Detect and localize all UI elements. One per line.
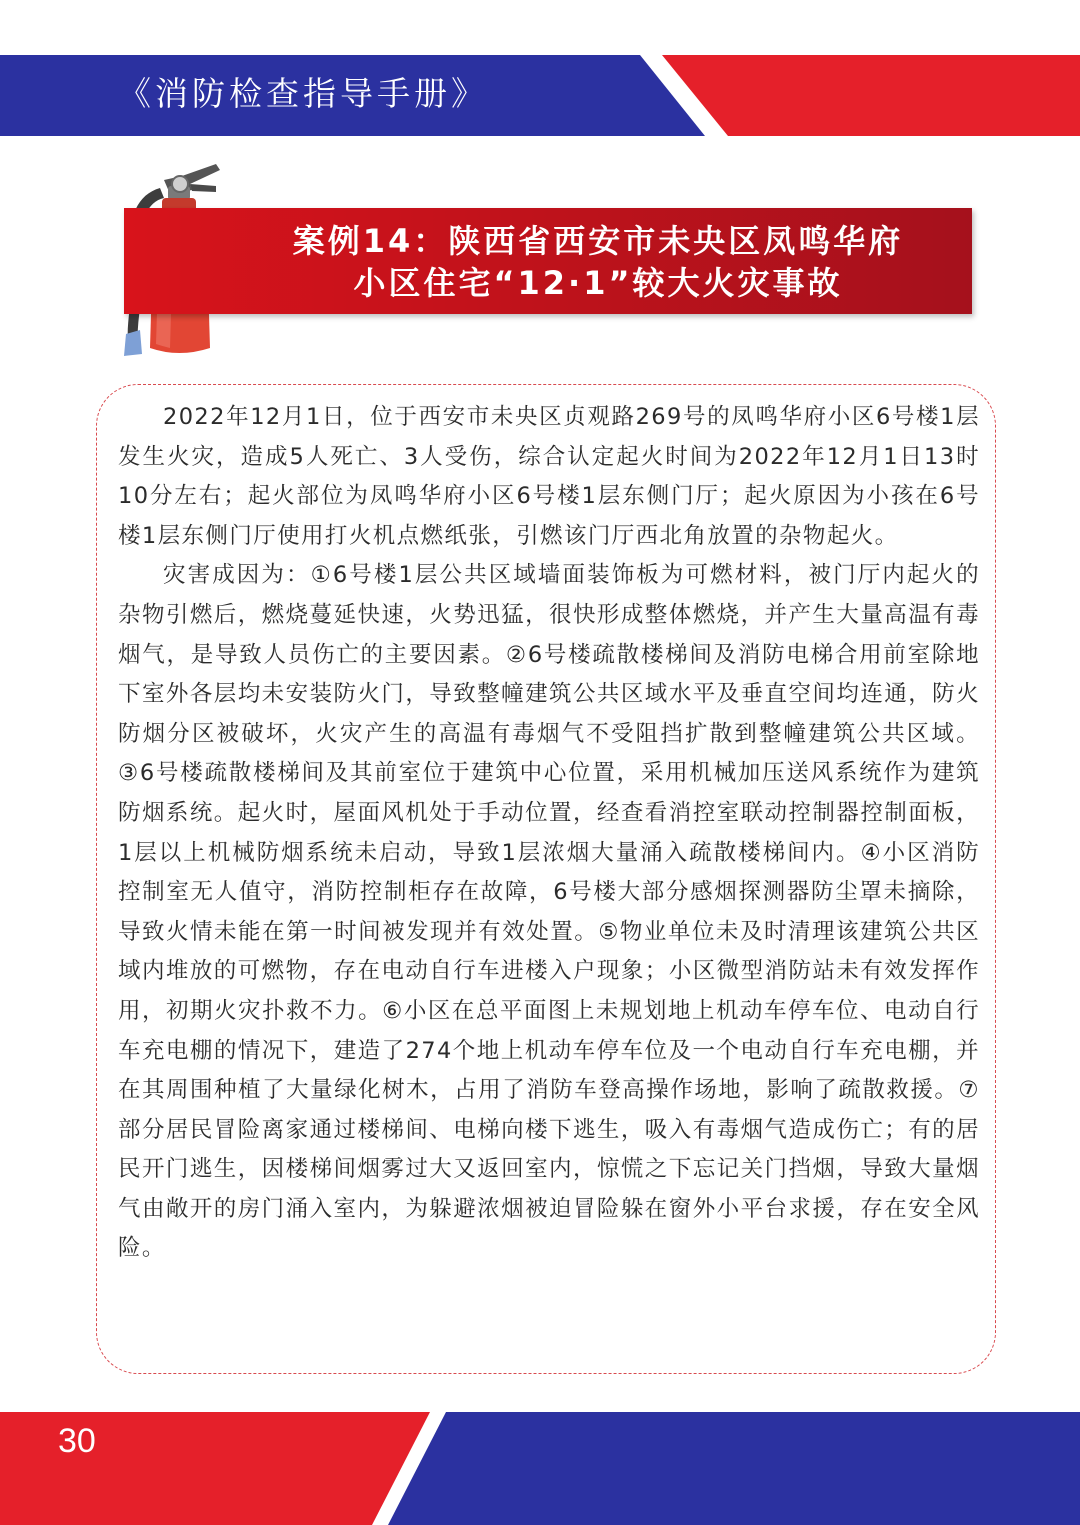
page-number: 30 [58,1422,96,1460]
paragraph-incident-summary: 2022年12月1日，位于西安市未央区贞观路269号的凤鸣华府小区6号楼1层发生火灾，造成5人死亡、3人受伤，综合认定起火时间为2022年12月1日13时10分左右；起火部位为凤鸣华府小区6号楼1层东侧门厅；起火原因为小孩在6号楼1层东侧门厅使用打火机点燃纸张，引燃该门厅西北角放置的杂物起火。 [118,404,980,549]
footer-blue-band [388,1412,1080,1525]
case-title-banner [124,208,972,314]
case-body [118,398,980,1269]
footer-band [0,1412,1080,1525]
header-red-band [662,55,1080,136]
book-title: 《消防检查指导手册》 [118,74,488,113]
case-title-line-2: 小区住宅“12·1”较大火灾事故 [353,264,843,302]
paragraph-disaster-causes: 灾害成因为：①6号楼1层公共区域墙面装饰板为可燃材料，被门厅内起火的杂物引燃后，燃烧蔓延快速，火势迅猛，很快形成整体燃烧，并产生大量高温有毒烟气，是导致人员伤亡的主要因素。②6号楼疏散楼梯间及消防电梯合用前室除地下室外各层均未安装防火门，导致整幢建筑公共区域水平及垂直空间均连通，防火防烟分区被破坏，火灾产生的高温有毒烟气不受阻挡扩散到整幢建筑公共区域。③6号楼疏散楼梯间及其前室位于建筑中心位置，采用机械加压送风系统作为建筑防烟系统。起火时，屋面风机处于手动位置，经查看消控室联动控制器控制面板，1层以上机械防烟系统未启动，导致1层浓烟大量涌入疏散楼梯间内。④小区消防控制室无人值守，消防控制柜存在故障，6号楼大部分感烟探测器防尘罩未摘除，导致火情未能在第一时间被发现并有效处置。⑤物业单位未及时清理该建筑公共区域内堆放的可燃物，存在电动自行车进楼入户现象；小区微型消防站未有效发挥作用，初期火灾扑救不力。⑥小区在总平面图上未规划地上机动车停车位、电动自行车充电棚的情况下，建造了274个地上机动车停车位及一个电动自行车充电棚，并在其周围种植了大量绿化树木，占用了消防车登高操作场地，影响了疏散救援。⑦部分居民冒险离家通过楼梯间、电梯向楼下逃生，吸入有毒烟气造成伤亡；有的居民开门逃生，因楼梯间烟雾过大又返回室内，惊慌之下忘记关门挡烟，导致大量烟气由敞开的房门涌入室内，为躲避浓烟被迫冒险躲在窗外小平台求援，存在安全风险。 [118,562,980,1262]
header-band [0,0,1080,140]
case-title-line-1: 案例14：陕西省西安市未央区凤鸣华府 [292,222,904,260]
case-title [234,220,962,304]
footer-decoration [0,1412,1080,1525]
header-decoration [0,0,1080,140]
